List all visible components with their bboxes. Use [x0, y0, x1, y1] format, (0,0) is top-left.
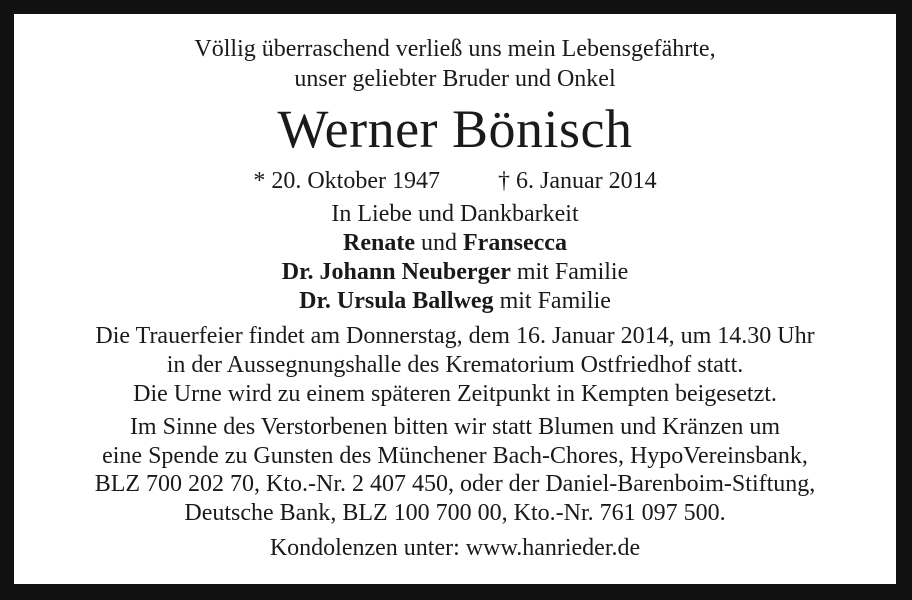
- donation-notice-line: eine Spende zu Gunsten des Münchener Bach-Chores, HypoVereinsbank,: [102, 442, 808, 469]
- funeral-notice-line: Die Urne wird zu einem späteren Zeitpunkt in Kempten beigesetzt.: [133, 381, 777, 407]
- mourner-name: Renate: [343, 230, 415, 256]
- donation-notice-line: Deutsche Bank, BLZ 100 700 00, Kto.-Nr. 761 097 500.: [184, 499, 726, 526]
- death-date: † 6. Januar 2014: [498, 168, 657, 194]
- mourners-heading: In Liebe und Dankbarkeit: [331, 201, 579, 227]
- deceased-name: Werner Bönisch: [277, 99, 633, 159]
- intro-line: unser geliebter Bruder und Onkel: [294, 66, 616, 92]
- donation-notice-line: BLZ 700 202 70, Kto.-Nr. 2 407 450, oder der Daniel-Barenboim-Stiftung,: [94, 471, 816, 497]
- mourner-name: Fransecca: [463, 230, 567, 256]
- donation-notice: [14, 413, 896, 527]
- funeral-notice: [14, 322, 896, 409]
- funeral-notice-line: in der Aussegnungshalle des Krematorium Ostfriedhof statt.: [166, 352, 744, 378]
- condolences-line: Kondolenzen unter: www.hanrieder.de: [269, 535, 641, 561]
- intro-line: Völlig überraschend verließ uns mein Lebensgefährte,: [194, 36, 716, 62]
- intro-text: [14, 34, 896, 94]
- mourner-suffix: mit Familie: [516, 259, 629, 285]
- mourner-line: [14, 229, 896, 258]
- life-dates: [14, 166, 896, 196]
- mourner-name: Dr. Johann Neuberger: [281, 259, 511, 285]
- mourner-name: Dr. Ursula Ballweg: [299, 288, 494, 314]
- birth-date: * 20. Oktober 1947: [253, 168, 440, 194]
- mourner-suffix: mit Familie: [499, 288, 611, 314]
- mourners-block: [14, 200, 896, 316]
- donation-notice-line: Im Sinne des Verstorbenen bitten wir statt Blumen und Kränzen um: [129, 414, 781, 440]
- mourner-line: [14, 287, 896, 316]
- obituary-notice: [14, 14, 896, 584]
- funeral-notice-line: Die Trauerfeier findet am Donnerstag, dem 16. Januar 2014, um 14.30 Uhr: [95, 323, 815, 349]
- mourner-line: [14, 258, 896, 287]
- mourner-conjunction: und: [421, 230, 457, 256]
